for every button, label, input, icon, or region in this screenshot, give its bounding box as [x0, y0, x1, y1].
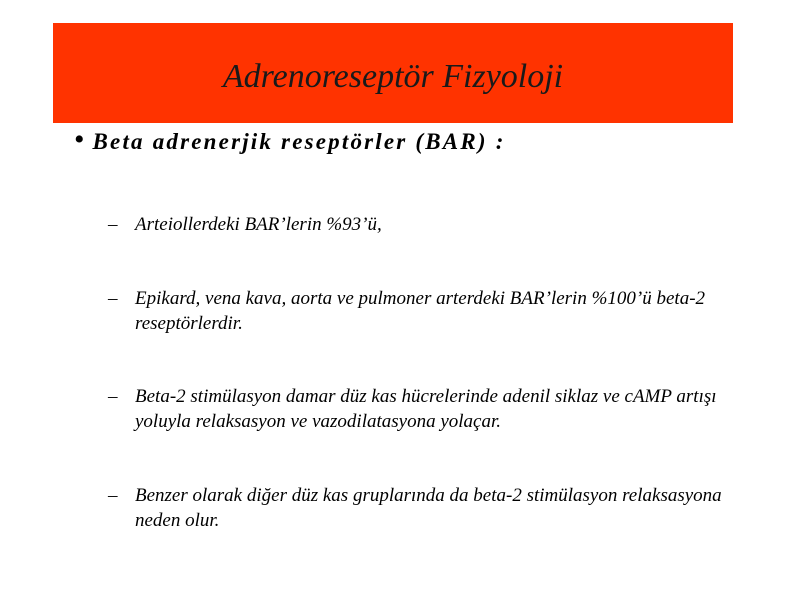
- sub-bullet: [108, 384, 748, 434]
- dash-marker: –: [108, 214, 118, 235]
- dash-marker: –: [108, 485, 118, 506]
- sub-bullet-text: Epikard, vena kava, aorta ve pulmoner arterdeki BAR’lerin %100’ü beta-2 reseptörlerdir.: [135, 288, 706, 334]
- dash-marker: –: [108, 386, 118, 407]
- sub-bullet-text: Benzer olarak diğer düz kas gruplarında da beta-2 stimülasyon relaksasyona neden olur.: [135, 485, 722, 531]
- title-bar: [53, 23, 733, 123]
- bullet-marker: •: [74, 123, 85, 156]
- slide-title: Adrenoreseptör Fizyoloji: [222, 58, 564, 95]
- sub-bullet: [108, 483, 748, 533]
- sub-bullet-text: Arteiollerdeki BAR’lerin %93’ü,: [135, 214, 382, 235]
- sub-bullet-text: Beta-2 stimülasyon damar düz kas hücrelerinde adenil siklaz ve cAMP artışı yoluyla relaksasyon ve vazodilatasyona yolaçar.: [135, 386, 717, 432]
- main-bullet: [74, 125, 506, 155]
- sub-bullet: [108, 286, 748, 336]
- dash-marker: –: [108, 288, 118, 309]
- sub-bullet: [108, 212, 748, 237]
- main-bullet-text: Beta adrenerjik reseptörler (BAR) :: [92, 129, 506, 154]
